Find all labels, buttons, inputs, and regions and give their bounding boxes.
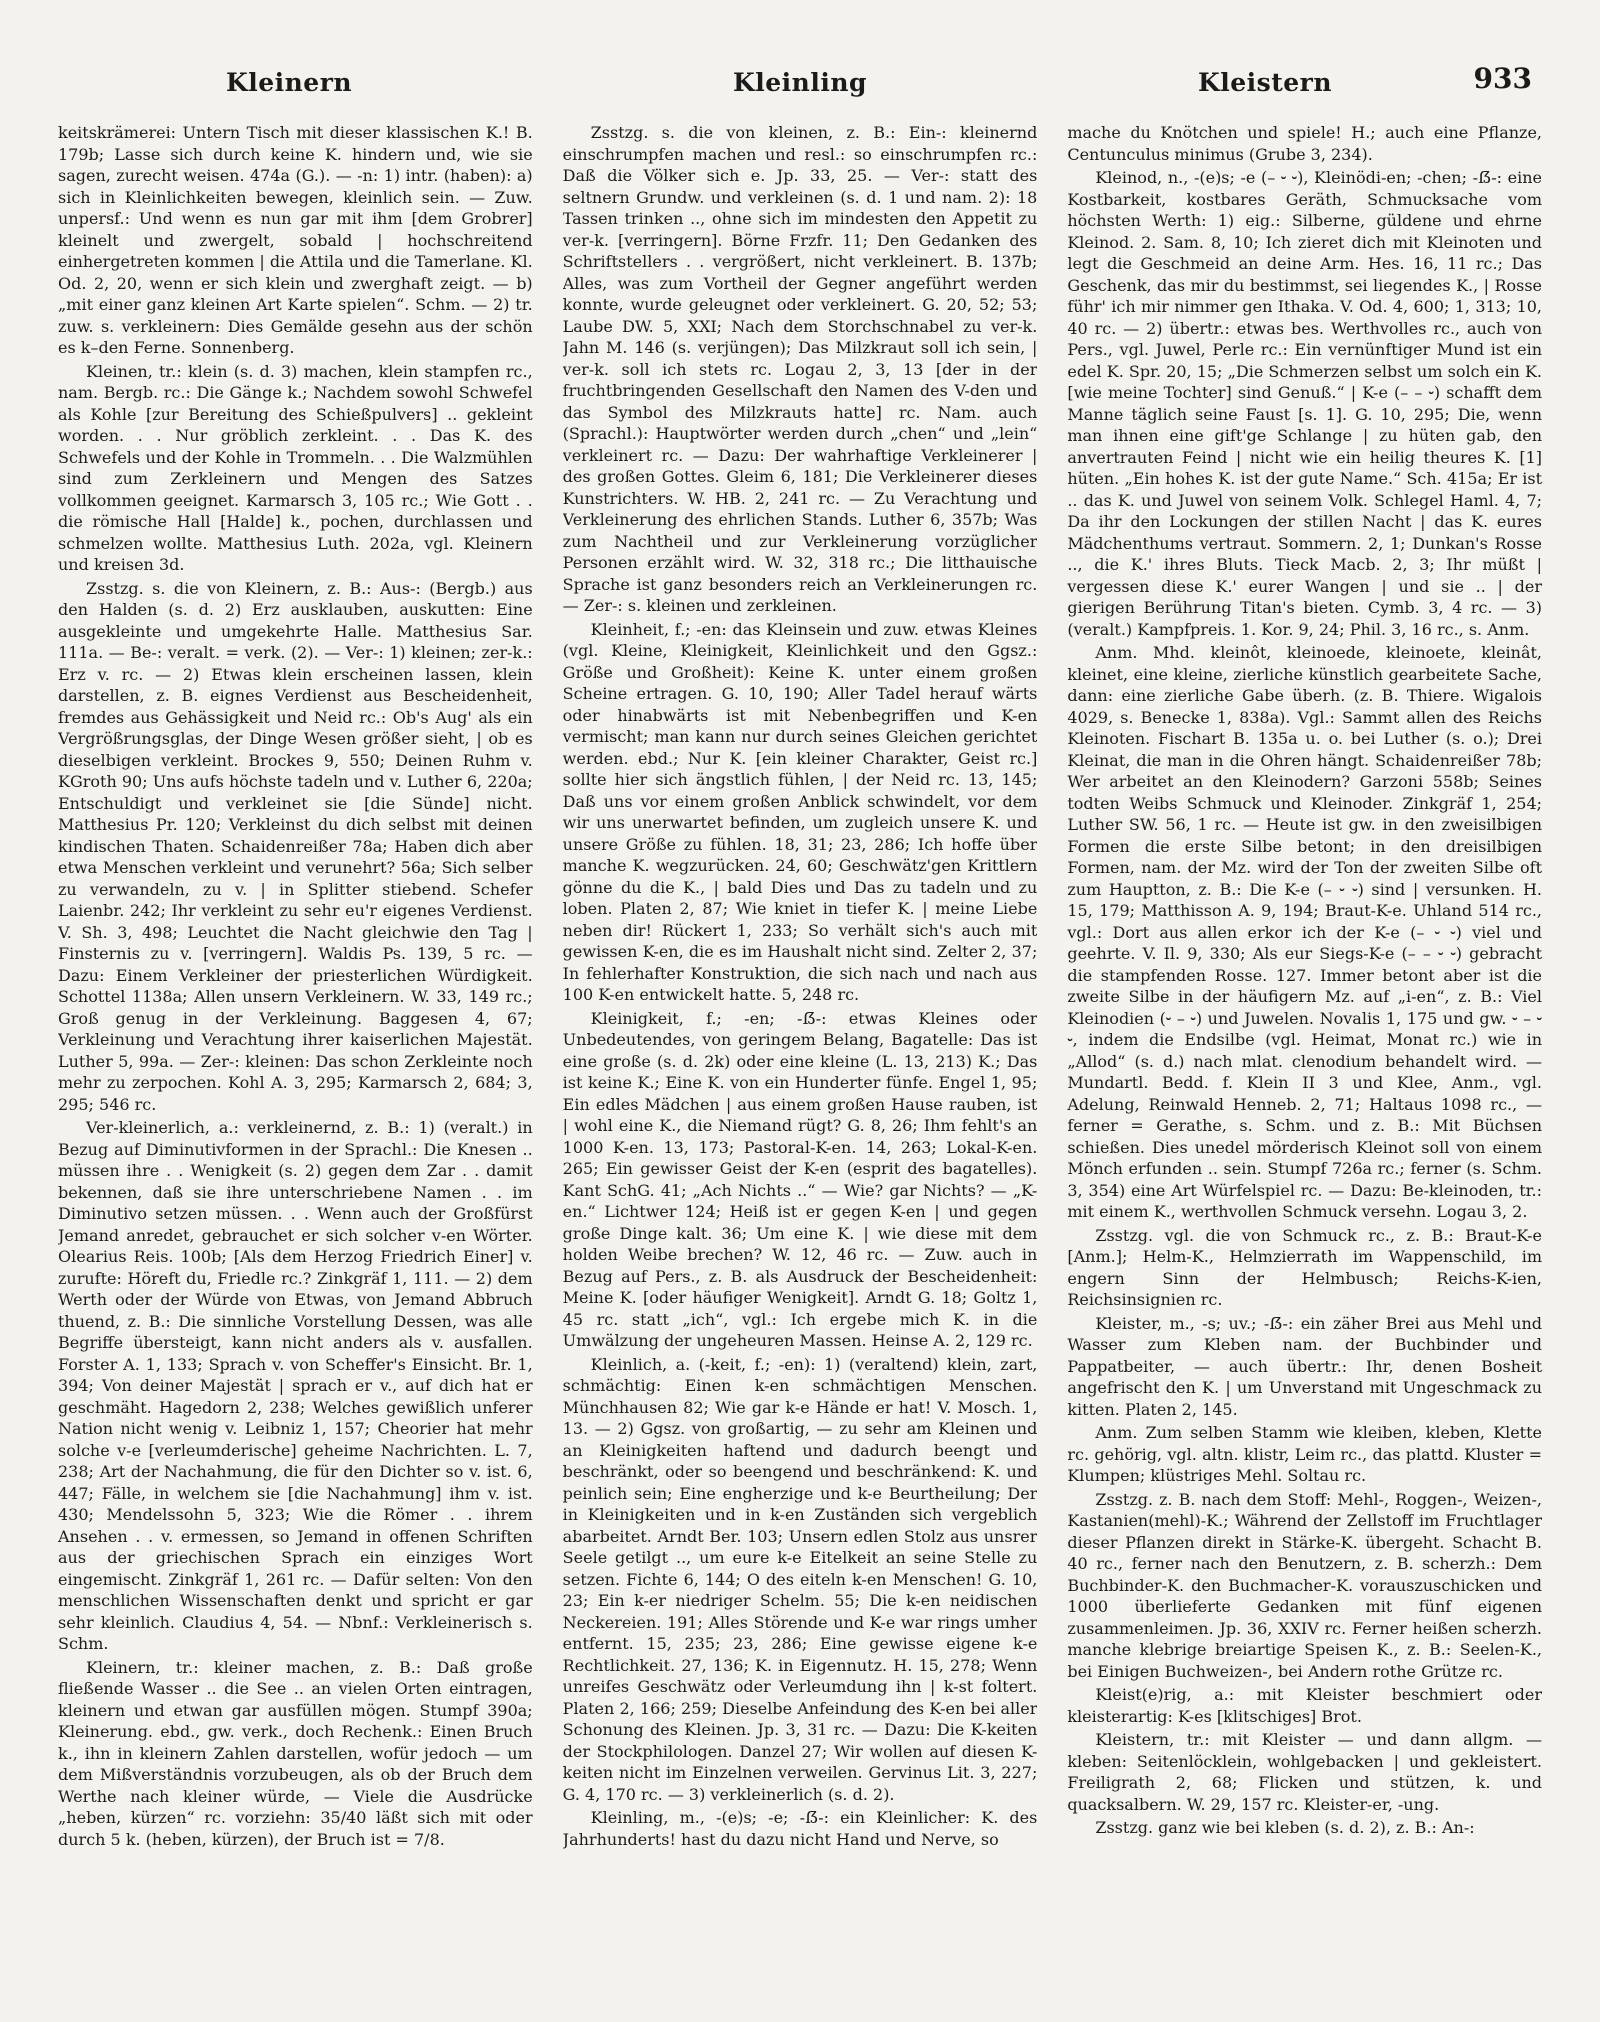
column-left: [58, 122, 533, 2002]
page-number: 933: [1473, 62, 1532, 95]
dictionary-entry: Kleist(e)rig, a.: mit Kleister beschmiert oder kleisterartig: K-es [klitschiges] Brot.: [1067, 1685, 1542, 1726]
dictionary-entry: Kleinling, m., -(e)s; -e; -ẞ-: ein Kleinlicher: K. des Jahrhunderts! hast du dazu nicht Hand und Nerve, so: [562, 1808, 1038, 1849]
dictionary-entry: Zsstzg. vgl. die von Schmuck rc., z. B.: Braut-K-e [Anm.]; Helm-K., Helmzierrath im Wappenschild, im engern Sinn der Helmbusch; Reichs-K-ien, Reichsinsignien rc.: [1067, 1225, 1542, 1309]
page-header: [58, 60, 1542, 110]
dictionary-entry: Kleinheit, f.; -en: das Kleinsein und zuw. etwas Kleines (vgl. Kleine, Kleinigkeit, Kleinlichkeit und den Ggsz.: Größe und Großheit): Keine K. unter einem großen Scheine ertragen. G. 10, 190; Aller Tadel herauf wärts oder hinabwärts ist mit Nebenbegriffen und K-en vermischt; man kann nur durch seines Gleichen gerichtet werden. ebd.; Nur K. [ein kleiner Charakter, Geist rc.] sollte hier sich ängstlich fühlen, | der Neid rc. 13, 145; Daß uns vor einem großen Anblick schwindelt, vor dem wir uns unerwartet befinden, um zugleich unsere K. und unsere Größe zu fühlen. 18, 31; 23, 286; Ich hoffe über manche K. wegzurücken. 24, 60; Geschwätz'gen Krittlern gönne du die K., | bald Dies und Das zu tadeln und zu loben. Platen 2, 87; Wie kniet in tiefer K. | meine Liebe neben dir! Rückert 1, 233; So verhält sich's auch mit gewissen K-en, die es im Haushalt nicht sind. Zelter 2, 37; In fehlerhafter Konstruktion, die sich nach und nach aus 100 K-en entwickelt hatte. 5, 248 rc.: [562, 619, 1038, 1004]
dictionary-entry: Kleinern, tr.: kleiner machen, z. B.: Daß große fließende Wasser .. die See .. an vielen Orten eintragen, kleinern und etwan gar ausfüllen mögen. Stumpf 390a; Kleinerung. ebd., gw. verk., doch Rechenk.: Einen Bruch k., ihn in kleinern Zahlen darstellen, wofür jedoch — um dem Mißverständnis vorzubeugen, als ob der Bruch dem Werthe nach kleiner würde, — Viele die Ausdrücke „heben, kürzen“ rc. vorziehn: 35/40 läßt sich mit oder durch 5 k. (heben, kürzen), der Bruch ist = 7/8.: [58, 1657, 533, 1849]
dictionary-entry: Kleinod, n., -(e)s; -e (– ⏑ ⏑), Kleinödi-en; -chen; -ẞ-: eine Kostbarkeit, kostbares Geräth, Schmucksache vom höchsten Werth: 1) eig.: Silberne, güldene und ehrne Kleinod. 2. Sam. 8, 10; Ich zieret dich mit Kleinoten und legt die Geschmeid an deine Arm. Hes. 16, 11 rc.; Das Geschenk, das mir du bestimmst, sei liegendes K., | Rosse führ' ich mir nimmer gen Ithaka. V. Od. 4, 600; 1, 313; 10, 40 rc. — 2) übertr.: etwas bes. Werthvolles rc., auch von Pers., vgl. Juwel, Perle rc.: Ein vernünftiger Mund ist ein edel K. Spr. 20, 15; „Die Schmerzen selbst um solch ein K. [wie meine Tochter] sind Genuß.“ | K-e (– – ⏑) schafft dem Manne täglich seine Faust [s. 1]. G. 10, 295; Die, wenn man ihnen eine gift'ge Schlange | zu hüten gab, den anvertrauten Feind | nicht wie ein heilig theures K. [1] hüten. „Ein hohes K. ist der gute Name.“ Sch. 415a; Er ist .. das K. und Juwel von seinem Volk. Schlegel Haml. 4, 7; Da ihr den Lockungen der stillen Nacht | das K. eures Mädchenthums vertraut. Sommern. 2, 1; Dunkan's Rosse .., die K.' ihres Bluts. Tieck Macb. 2, 3; Ihr müßt | vergessen diese K.' eurer Wangen | und sie .. | der gierigen Berührung Titan's bieten. Cymb. 3, 4 rc. — 3) (veralt.) Kampfpreis. 1. Kor. 9, 24; Phil. 3, 16 rc., s. Anm.: [1067, 168, 1542, 639]
dictionary-entry: Zsstzg. z. B. nach dem Stoff: Mehl-, Roggen-, Weizen-, Kastanien(mehl)-K.; Während der Zellstoff im Fruchtlager dieser Pflanzen direkt in Stärke-K. übergeht. Schacht B. 40 rc., ferner nach den Benutzern, z. B. scherzh.: Dem Buchbinder-K. den Buchmacher-K. vorauszuschicken und 1000 überlieferte Gedanken mit fünf eigenen zusammenleimen. Jp. 36, XXIV rc. Ferner heißen scherzh. manche klebrige breiartige Speisen K., z. B.: Seelen-K., bei Einigen Buchweizen-, bei Andern rothe Grütze rc.: [1067, 1489, 1542, 1681]
column-middle: [563, 122, 1038, 2002]
dictionary-entry: Kleister, m., -s; uv.; -ẞ-: ein zäher Brei aus Mehl und Wasser zum Kleben nam. der Buchbinder und Pappatbeiter, — auch übertr.: Ihr, denen Bosheit angefrischt den K. | um Unverstand mit Ungeschmack zu kitten. Platen 2, 145.: [1067, 1313, 1542, 1419]
dictionary-entry: Ver-kleinerlich, a.: verkleinernd, z. B.: 1) (veralt.) in Bezug auf Diminutivformen in der Sprachl.: Die Knesen .. müssen ihre . . Wenigkeit (s. 2) gegen dem Zar . . damit bekennen, daß sie ihre unterschriebene Namen . . im Diminutivo setzen müssen. . . Wenn auch der Großfürst Jemand anredet, gebrauchet er sich solcher v-en Wörter. Olearius Reis. 100b; [Als dem Herzog Friedrich Einer] v. zurufte: Höreft du, Friedle rc.? Zinkgräf 1, 111. — 2) dem Werth oder der Würde von Etwas, von Jemand Abbruch thuend, z. B.: Die sinnliche Vorstellung Dessen, was alle Begriffe übersteigt, kann nicht anders als v. ausfallen. Forster A. 1, 133; Sprach v. von Scheffer's Einsicht. Br. 1, 394; Von deiner Majestät | sprach er v., auf dich hat er geschmäht. Hagedorn 2, 238; Welches gewißlich unferer Nation nicht wenig v. Leibniz 1, 157; Cheorier hat mehr solche v-e [verleumderische] geheime Nachrichten. L. 7, 238; Art der Nachahmung, die für den Dichter so v. ist. 6, 447; Fälle, in welchem sie [die Nachahmung] ihm v. ist. 430; Mendelssohn 5, 323; Wie die Römer . . ihrem Ansehen . . v. ermessen, so Jemand in offenen Schriften aus der griechischen Sprach ein einziges Wort eingemischt. Zinkgräf 1, 261 rc. — Dafür selten: Von den menschlichen Wissenschaften denkt und spricht er gar sehr kleinlich. Claudius 4, 54. — Nbnf.: Verkleinerisch s. Schm.: [58, 1118, 533, 1653]
center-running-head: Kleinling: [733, 68, 867, 97]
dictionary-entry: mache du Knötchen und spiele! H.; auch eine Pflanze, Centunculus minimus (Grube 3, 234).: [1067, 123, 1542, 164]
dictionary-entry: Zsstzg. s. die von Kleinern, z. B.: Aus-: (Bergb.) aus den Halden (s. d. 2) Erz ausklauben, auskutten: Eine ausgekleinte und umgekehrte Halle. Matthesius Sar. 111a. — Be-: veralt. = verk. (2). — Ver-: 1) kleinen; zer-k.: Erz v. rc. — 2) Etwas klein erscheinen lassen, klein darstellen, z. B. eignes Verdienst aus Bescheidenheit, fremdes aus Gehässigkeit und Neid rc.: Ob's Aug' als ein Vergrößrungsglas, der Dinge Wesen größer sieht, | ob es dieselbigen verkleint. Brockes 9, 550; Deinen Ruhm v. KGroth 90; Uns aufs höchste tadeln und v. Luther 6, 220a; Entschuldigt und verkleinet sie [die Sünde] nicht. Matthesius Pr. 120; Verkleinst du dich selbst mit deinen kindischen Thaten. Schaidenreißer 78a; Haben dich aber etwa Menschen verkleint und verunehrt? 56a; Sich selber zu verwandeln, zu v. | in Splitter stiebend. Schefer Laienbr. 242; Ihr verkleint zu sehr eu'r eigenes Verdienst. V. Sh. 3, 498; Leuchtet die Nacht gleichwie den Tag | Finsternis zu v. [verringern]. Waldis Ps. 139, 5 rc. — Dazu: Einem Verkleiner der priesterlichen Würdigkeit. Schottel 1138a; Allen unsern Verkleinern. W. 33, 149 rc.; Groß genug in der Verkleinung. Baggesen 4, 67; Verkleinung und Verachtung ihrer kaiserlichen Majestät. Luther 5, 99a. — Zer-: kleinen: Das schon Zerkleinte noch mehr zu zerpochen. Kohl A. 3, 295; Karmarsch 2, 684; 3, 295; 546 rc.: [58, 578, 533, 1114]
column-right: [1067, 122, 1542, 2002]
left-running-head: Kleinern: [226, 68, 353, 97]
right-running-head: Kleistern: [1198, 68, 1333, 97]
dictionary-entry: Zsstzg. s. die von kleinen, z. B.: Ein-: kleinernd einschrumpfen machen und resl.: so einschrumpfen rc.: Daß die Völker sich e. Jp. 33, 25. — Ver-: statt des seltnern Grundw. und verkleinen (s. d. 1 und nam. 2): 18 Tassen trinken .., ohne sich im mindesten den Appetit zu ver-k. [verringern]. Börne Frzfr. 11; Den Gedanken des Schriftstellers . . vergrößert, nicht verkleinert. B. 137b; Alles, was zum Vortheil der Gegner angeführt werden konnte, wurde geleugnet oder verkleinert. G. 20, 52; 53; Laube DW. 5, XXI; Nach dem Storchschnabel zu ver-k. Jahn M. 146 (s. verjüngen); Das Milzkraut soll ich sein, | ver-k. soll ich stets rc. Logau 2, 3, 13 [der in der fruchtbringenden Gesellschaft den Namen des V-den und das Symbol des Milzkrauts hatte] rc. Nam. auch (Sprachl.): Hauptwörter werden durch „chen“ und „lein“ verkleinert rc. — Dazu: Der wahrhaftige Verkleinerer | des großen Gottes. Gleim 6, 181; Die Verkleinerer dieses Kunstrichters. W. HB. 2, 241 rc. — Zu Verachtung und Verkleinerung des ehrlichen Stands. Luther 6, 357b; Was zum Nachtheil und zur Verkleinerung vorzüglicher Personen erzählt wird. W. 32, 318 rc.; Die litthauische Sprache ist ganz besonders reich an Verkleinerungen rc. — Zer-: s. kleinen und zerkleinen.: [562, 123, 1038, 615]
dictionary-entry: Kleinlich, a. (-keit, f.; -en): 1) (veraltend) klein, zart, schmächtig: Einen k-en schmächtigen Menschen. Münchhausen 82; Wie gar k-e Hände er hat! V. Mosch. 1, 13. — 2) Ggsz. von großartig, — zu sehr am Kleinen und an Kleinigkeiten haftend und dadurch beengt und beschränkt, oder so beengend und beschränkend: K. und peinlich sein; Eine engherzige und k-e Beurtheilung; Der in Kleinigkeiten und in k-en Zuständen sich vergeblich abarbeitet. Arndt Ber. 103; Unsern edlen Stolz aus unsrer Seele getilgt .., um eure k-e Eitelkeit an seine Stelle zu setzen. Fichte 6, 144; O des eiteln k-en Menschen! G. 10, 23; Ein k-er niedriger Schelm. 55; Die k-en neidischen Neckereien. 191; Alles Störende und K-e war rings umher entfernt. 15, 235; 23, 286; Eine gewisse eigene k-e Rechtlichkeit. 27, 136; K. in Eigennutz. H. 15, 278; Wenn unreifes Geschwätz oder Verleumdung ihn | k-st foltert. Platen 2, 166; 259; Dieselbe Anfeindung des K-en bei aller Schonung des Kleinen. Jp. 3, 31 rc. — Dazu: Die K-keiten der Stockphilologen. Danzel 27; Wir wollen auf diesen K-keiten nicht im Einzelnen verweilen. Gervinus Lit. 3, 227; G. 4, 170 rc. — 3) verkleinerlich (s. d. 2).: [562, 1354, 1038, 1804]
dictionary-entry: keitskrämerei: Untern Tisch mit dieser klassischen K.! B. 179b; Lasse sich durch keine K. hindern und, wie sie sagen, zurecht weisen. 474a (G.). — -n: 1) intr. (haben): a) sich in Kleinlichkeiten bewegen, kleinlich sein. — Zuw. unpersf.: Und wenn es nun gar mit ihm [dem Grobrer] kleinelt und zwergelt, sobald | hochschreitend einhergetreten kommen | die Attila und die Tamerlane. Kl. Od. 2, 20, wenn er sich klein und zwerghaft zeigt. — b) „mit einer ganz kleinen Art Karte spielen“. Schm. — 2) tr. zuw. s. verkleinern: Dies Gemälde gesehn aus der schön es k–den Ferne. Sonnenberg.: [58, 123, 533, 357]
dictionary-entry: Anm. Mhd. kleinôt, kleinoede, kleinoete, kleinât, kleinet, eine kleine, zierliche künstlich gearbeitete Sache, dann: eine zierliche Gabe überh. (z. B. Thiere. Wigalois 4029, s. Benecke 1, 838a). Vgl.: Sammt allen des Reichs Kleinoten. Fischart B. 135a u. o. bei Luther (s. o.); Drei Kleinat, die man in die Ohren hängt. Schaidenreißer 78b; Wer arbeitet an den Kleinodern? Garzoni 558b; Seines todten Weibs Schmuck und Kleinoder. Zinkgräf 1, 254; Luther SW. 56, 1 rc. — Heute ist gw. in den zweisilbigen Formen die erste Silbe betont; in den dreisilbigen Formen, nam. der Mz. wird der Ton der zweiten Silbe oft zum Hauptton, z. B.: Die K-e (– ⏑ ⏑) sind | versunken. H. 15, 179; Matthisson A. 9, 194; Braut-K-e. Uhland 514 rc., vgl.: Dort aus allen erkor ich der K-e (– ⏑ ⏑) viel und geehrte. V. Il. 9, 330; Als eur Siegs-K-e (– – ⏑ ⏑) gebracht die stampfenden Rosse. 127. Immer betont aber ist die zweite Silbe in der häufigern Mz. auf „i-en“, z. B.: Viel Kleinodien (⏑ – ⏑) und Juwelen. Novalis 1, 175 und gw. ⏑ – ⏑ ⏑, indem die Endsilbe (vgl. Heimat, Monat rc.) wie in „Allod“ (s. d.) nach mlat. clenodium behandelt wird. — Mundartl. Bedd. f. Klein II 3 und Klee, Anm., vgl. Adelung, Reinwald Henneb. 2, 71; Haltaus 1098 rc., — ferner = Gerathe, s. Schm. und z. B.: Mit Büchsen schießen. Dies unedel mörderisch Kleinot soll von einem Mönch erfunden .. sein. Stumpf 726a rc.; ferner (s. Schm. 3, 354) eine Art Würfelspiel rc. — Dazu: Be-kleinoden, tr.: mit einem K., werthvollen Schmuck versehn. Logau 3, 2.: [1067, 643, 1542, 1221]
dictionary-entry: Kleinigkeit, f.; -en; -ẞ-: etwas Kleines oder Unbedeutendes, von geringem Belang, Bagatelle: Das ist eine große (s. d. 2k) oder eine kleine (L. 13, 213) K.; Das ist keine K.; Eine K. von ein Hunderter fünfe. Engel 1, 95; Ein edles Mädchen | aus einem großen Hause rauben, ist | wohl eine K., die Niemand rügt? G. 8, 26; Ihm fehlt's an 1000 K-en. 13, 173; Pastoral-K-en. 14, 263; Lokal-K-en. 265; Ein gewisser Geist der K-en (esprit des bagatelles). Kant SchG. 41; „Ach Nichts ..“ — Wie? gar Nichts? — „K-en.“ Lichtwer 124; Heiß ist er gegen K-en | und gegen große Dinge kalt. 36; Um eine K. | wie diese mit dem holden Weibe brechen? W. 12, 46 rc. — Zuw. auch in Bezug auf Pers., z. B. als Ausdruck der Bescheidenheit: Meine K. [oder häufiger Wenigkeit]. Arndt G. 18; Goltz 1, 45 rc. statt „ich“, vgl.: Ich ergebe mich K. in die Umwälzung der ungeheuren Massen. Heinse A. 2, 129 rc.: [562, 1008, 1038, 1350]
dictionary-entry: Zsstzg. ganz wie bei kleben (s. d. 2), z. B.: An-:: [1095, 1818, 1475, 1837]
dictionary-entry: Anm. Zum selben Stamm wie kleiben, kleben, Klette rc. gehörig, vgl. altn. klistr, Leim rc., das plattd. Kluster = Klumpen; klüstriges Mehl. Soltau rc.: [1067, 1423, 1542, 1485]
dictionary-entry: Kleistern, tr.: mit Kleister — und dann allgm. — kleben: Seitenlöcklein, wohlgebacken | und gekleistert. Freiligrath 2, 68; Flicken und stützen, k. und quacksalbern. W. 29, 157 rc. Kleister-er, -ung.: [1067, 1730, 1542, 1814]
dictionary-entry: Kleinen, tr.: klein (s. d. 3) machen, klein stampfen rc., nam. Bergb. rc.: Die Gänge k.; Nachdem sowohl Schwefel als Kohle [zur Bereitung des Schießpulvers] .. gekleint worden. . . Nur gröblich zerkleint. . . Das K. des Schwefels und der Kohle in Trommeln. . . Die Walzmühlen sind zum Zerkleinern und Mengen des Satzes vollkommen geeignet. Karmarsch 3, 105 rc.; Wie Gott . . die römische Hall [Halde] k., pochen, durchlassen und schmelzen wollte. Matthesius Luth. 202a, vgl. Kleinern und kreisen 3d.: [58, 361, 533, 574]
text-columns: [58, 122, 1542, 2002]
